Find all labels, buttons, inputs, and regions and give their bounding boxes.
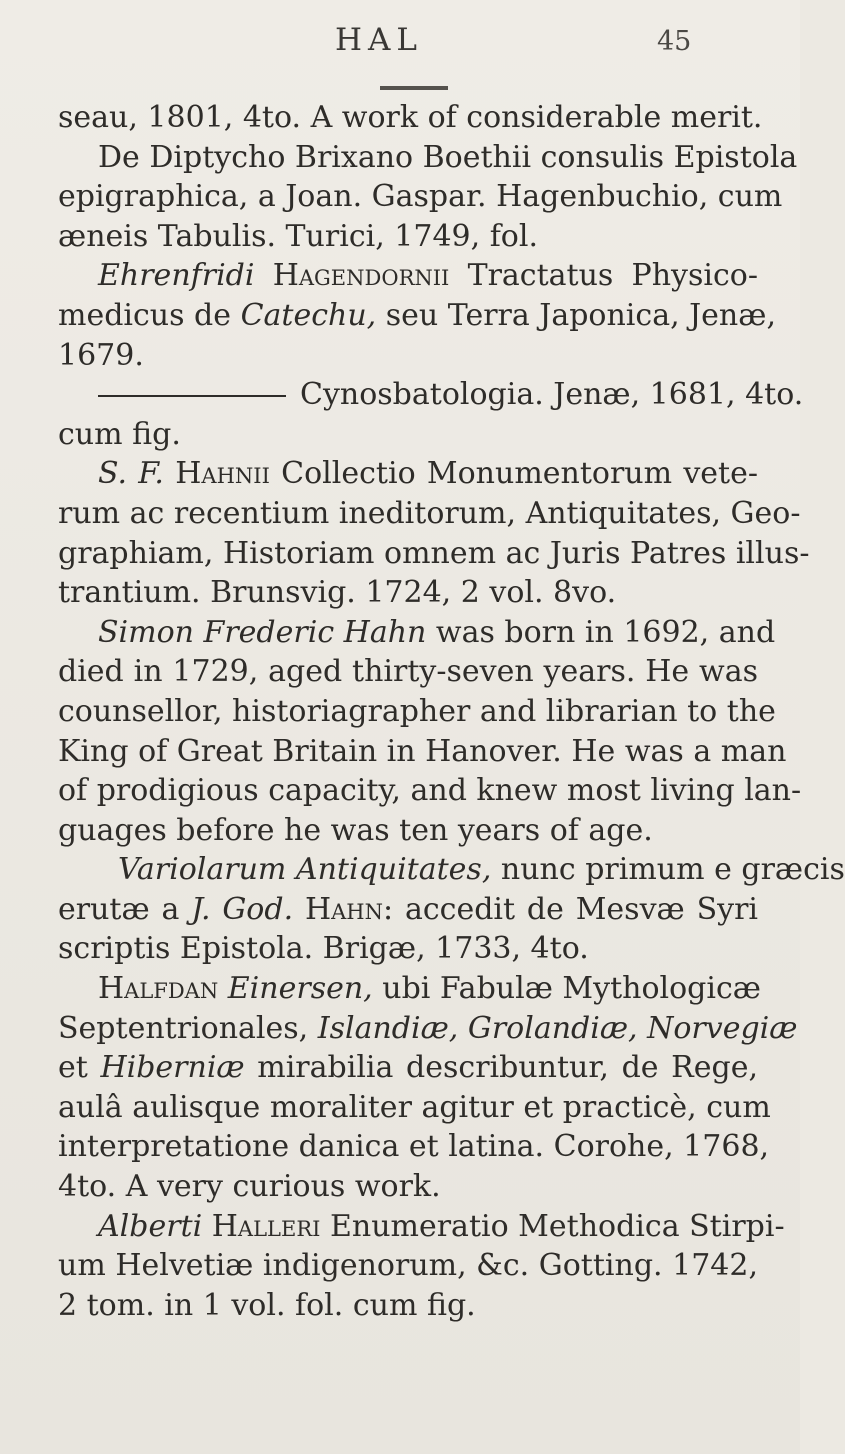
author-name: Einersen, [227,971,373,1007]
text-line: rum ac recentium ineditorum, Antiquitates, Geo- [58,495,801,531]
text-fragment: Cynosbatologia. Jenæ, 1681, 4to. [300,377,804,413]
text-fragment: Septentrionales, [58,1010,309,1046]
text-line [58,890,758,930]
running-title: HAL [335,22,424,58]
text-fragment: ubi Fabulæ Mythologicæ [382,971,761,1007]
text-fragment: erutæ a [58,891,180,927]
text-fragment: medicus de [58,297,232,333]
text-line: cum fig. [58,416,181,452]
author-name: Simon Frederic Hahn [98,614,427,650]
text-line: King of Great Britain in Hanover. He was a man [58,733,787,769]
page-number: 45 [657,26,692,57]
text-line [58,1009,798,1049]
text-line: 1679. [58,337,144,373]
ditto-dash [98,395,286,397]
text-line: died in 1729, aged thirty-seven years. He was [58,654,758,690]
text-line: counsellor, historiagrapher and librarian to the [58,693,776,729]
text-line: 2 tom. in 1 vol. fol. cum fig. [58,1287,476,1323]
title-fragment: Variolarum Antiquitates, [118,852,492,888]
text-line: seau, 1801, 4to. A work of considerable merit. [58,100,763,135]
text-line [58,850,845,890]
text-line: um Helvetiæ indigenorum, &c. Gotting. 1742, [58,1248,758,1284]
text-line: guages before he was ten years of age. [58,812,653,848]
text-fragment: Tractatus Physico- [467,258,758,294]
text-line [58,375,804,415]
text-fragment: Enumeratio Methodica Stirpi- [329,1208,785,1244]
author-surname: Halleri [211,1208,321,1244]
text-line: De Diptycho Brixano Boethii consulis Epistola [98,139,798,175]
text-line [58,256,758,296]
text-line: trantium. Brunsvig. 1724, 2 vol. 8vo. [58,575,617,611]
text-line: graphiam, Historiam omnem ac Juris Patres illus- [58,535,810,571]
text-fragment: Hiberniæ [100,1050,245,1086]
text-line: of prodigious capacity, and knew most living lan- [58,773,802,809]
text-fragment: nunc primum e græcis [500,852,845,888]
author-surname: Hahn: [304,891,394,927]
author-surname: Hagendornii [272,258,450,294]
text-line [58,1048,758,1088]
text-fragment: accedit de Mesvæ Syri [404,891,759,927]
text-line: scriptis Epistola. Brigæ, 1733, 4to. [58,931,589,967]
text-fragment: seu Terra Japonica, Jenæ, [385,297,776,333]
text-fragment: Collectio Monumentorum vete- [281,456,758,492]
text-line [58,613,776,653]
text-line [58,969,761,1009]
text-fragment: was born in 1692, and [435,614,776,650]
text-line: epigraphica, a Joan. Gaspar. Hagenbuchio, cum [58,179,783,215]
text-fragment: Catechu, [240,297,377,333]
page-header [0,20,800,80]
text-fragment: et [58,1050,88,1086]
text-line [58,454,758,494]
text-line: aulâ aulisque moraliter agitur et practicè, cum [58,1089,771,1125]
text-line: æneis Tabulis. Turici, 1749, fol. [58,218,538,254]
text-line [58,296,776,336]
author-name: J. God. [191,891,294,927]
text-fragment: mirabilia describuntur, de Rege, [257,1050,758,1086]
body-text [58,98,845,1325]
author-name: Ehrenfridi [98,258,255,294]
author-name: Alberti [98,1208,203,1244]
text-fragment: Islandiæ, Grolandiæ, Norvegiæ [317,1010,798,1046]
text-line: 4to. A very curious work. [58,1169,441,1205]
header-rule [380,86,448,90]
author-name: S. F. [98,456,164,492]
text-line: interpretatione danica et latina. Corohe, 1768, [58,1129,770,1165]
author-surname: Hahnii [175,456,270,492]
text-line [58,1207,785,1247]
author-surname: Halfdan [98,971,219,1007]
